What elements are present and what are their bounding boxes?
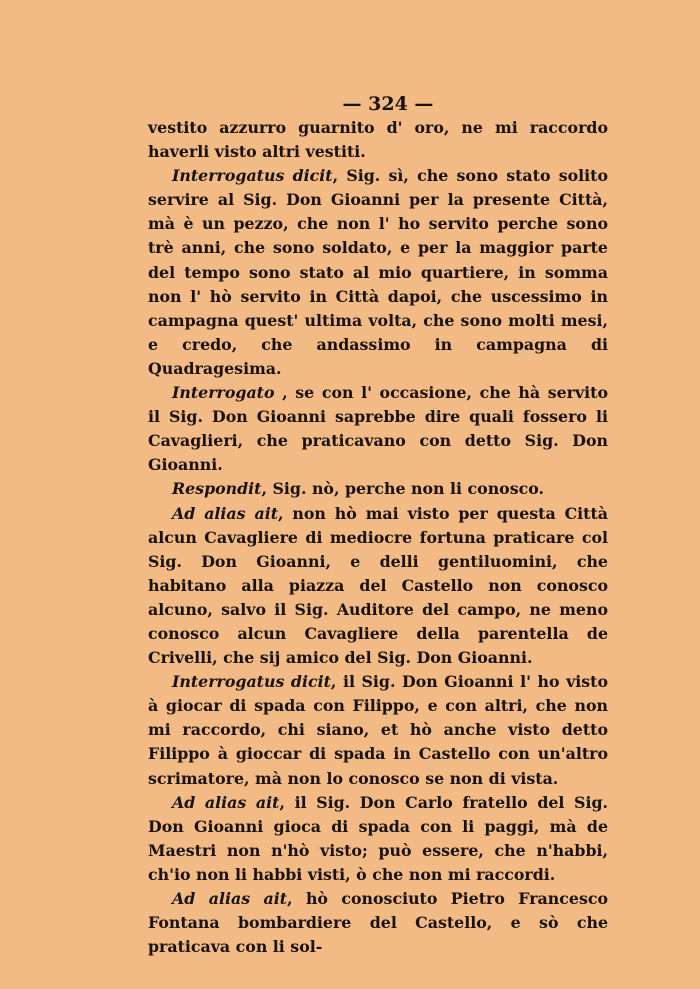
page-text <box>148 116 608 959</box>
paragraph-text: vestito azzurro guarnito d' oro, ne mi raccordo haverli visto altri vestiti. <box>148 118 608 162</box>
paragraph-7 <box>148 791 608 887</box>
paragraph-label: Ad alias ait <box>172 503 278 523</box>
paragraph-label: Interrogato <box>172 383 275 403</box>
paragraph-text: il Sig. Don Gioanni l' ho visto à giocar di spada con Filippo, e con altri, che non mi raccordo, chi siano, et hò anche visto detto Filippo à gioccar di spada in Castello con un'altro scrimatore, mà non lo conosco se non di vista. <box>148 672 608 788</box>
label-separator: , <box>274 383 288 403</box>
paragraph-5 <box>148 502 608 671</box>
label-separator: , <box>332 166 339 186</box>
paragraph-1 <box>148 116 608 164</box>
label-separator: , <box>279 792 285 812</box>
paragraph-2 <box>148 164 608 381</box>
paragraph-label: Ad alias ait <box>172 889 288 908</box>
paragraph-text: Sig. sì, che sono stato solito servire al Sig. Don Gioanni per la presente Città, mà è un pezzo, che non l' ho servito perche sono trè anni, che sono soldato, e per la maggior parte del tempo sono stato al mio quartiere, in somma non l' hò servito in Città dapoi, che uscessimo in campagna quest' ultima volta, che sono molti mesi, e credo, che andassimo in campagna di Quadragesima. <box>148 166 608 378</box>
paragraph-text: non hò mai visto per questa Città alcun Cavagliere di mediocre fortuna praticare col Sig. Don Gioanni, e delli gentiluomini, che habitano alla piazza del Castello non conosco alcuno, salvo il Sig. Auditore del campo, ne meno conosco alcun Cavagliere della parentella de Crivelli, che sij amico del Sig. Don Gioanni. <box>148 503 608 668</box>
paragraph-6 <box>148 670 608 790</box>
paragraph-text: se con l' occasione, che hà servito il Sig. Don Gioanni saprebbe dire quali fossero li Cavaglieri, che praticavano con detto Sig. Don Gioanni. <box>148 383 608 475</box>
paragraph-label: Ad alias ait <box>172 792 280 812</box>
label-separator: , <box>330 672 337 692</box>
paragraph-label: Interrogatus dicit <box>172 166 333 186</box>
paragraph-text: il Sig. Don Carlo fratello del Sig. Don Gioanni gioca di spada con li paggi, mà de Maestri non n'hò visto; può essere, che n'habbi, ch'io non li habbi visti, ò che non mi raccordi. <box>148 792 609 884</box>
label-separator: , <box>287 889 293 908</box>
book-page <box>148 92 608 959</box>
paragraph-text: Sig. nò, perche non li conosco. <box>266 479 544 499</box>
paragraph-label: Respondit <box>172 479 262 499</box>
paragraph-3 <box>148 381 608 477</box>
paragraph-label: Interrogatus dicit <box>172 672 331 692</box>
paragraph-text: hò conosciuto Pietro Francesco Fontana bombardiere del Castello, e sò che praticava con li sol- <box>148 889 608 957</box>
paragraph-4 <box>148 477 608 501</box>
paragraph-8 <box>148 887 608 959</box>
label-separator: , <box>261 479 267 499</box>
page-number: — 324 — <box>342 93 434 115</box>
label-separator: , <box>278 503 284 523</box>
